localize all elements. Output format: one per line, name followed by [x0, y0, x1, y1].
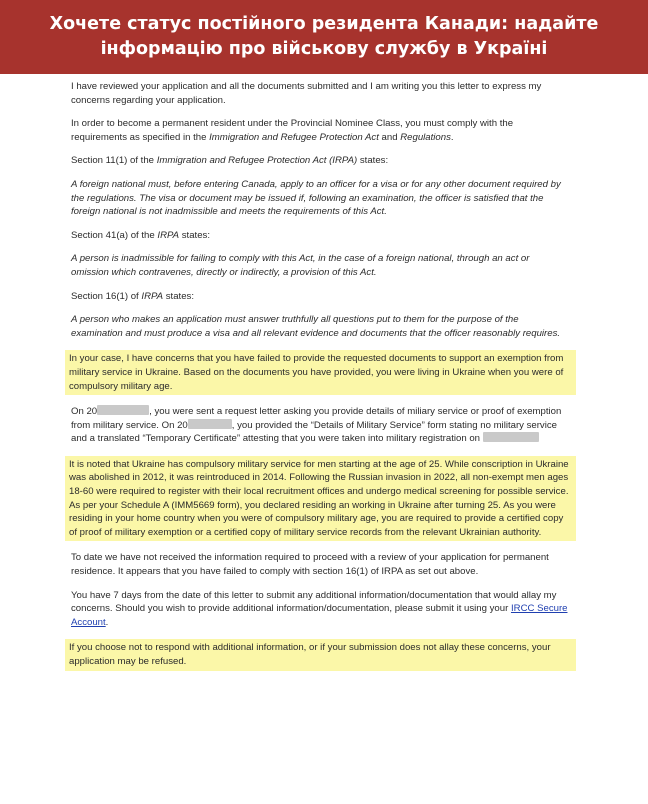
provincial-nominee-paragraph [69, 117, 570, 144]
refusal-warning-highlighted: If you choose not to respond with additional information, or if your submission does not allay these concerns, your application may be refused. [65, 639, 576, 670]
p5-act-abbr: IRPA [157, 229, 180, 241]
compulsory-service-paragraph-highlighted: It is noted that Ukraine has compulsory military service for men starting at the age of 25. While conscription in Ukraine was abolished in 2012, it was reintroduced in 2014. Following the Russian invasion in 2022, all non-exempt men ages 18-60 were required to register with their local recruitment offices and undergo medical screening for possible service. As per your Schedule A (IMM5669 form), you declared residing an working in Ukraine after turning 25. As you were residing in your home country when you were of compulsory military age, you are required to provide a certified copy of proof of military exemption or a certified copy of military service records from the relevant Ukrainian authority. [65, 456, 576, 542]
p2-text-c: . [450, 131, 454, 143]
letter-intro: I have reviewed your application and all the documents submitted and I am writing you this letter to express my concerns regarding your application. [71, 81, 542, 106]
p13-text-b: . [105, 616, 109, 628]
section-16-heading [69, 290, 570, 304]
p2-text-b: and [378, 131, 401, 143]
request-letter-paragraph [69, 405, 570, 446]
p2-regulations: Regulations [400, 131, 451, 143]
p10-text-b: , you were sent a request letter asking you provide details of miliary service or proof of exemption from military service. On 20 [71, 406, 562, 431]
section-11-quote: A foreign national must, before entering Canada, apply to an officer for a visa or for any other document required by the regulations. The visa or document may be issued if, following an examination, the officer is satisfied that the foreign national is not inadmissible and meets the requirements of this Act. [71, 178, 561, 218]
section-16-quote: A person who makes an application must answer truthfully all questions put to them for the purpose of the examination and must produce a visa and all relevant evidence and documents that the officer reasonably requires. [71, 314, 561, 339]
submission-deadline-paragraph [69, 589, 570, 630]
not-received-paragraph: To date we have not received the information required to proceed with a review of your application for permanent residence. It appears that you have failed to comply with section 16(1) of IRPA as set out above. [71, 552, 549, 578]
p3-text-a: Section 11(1) of the [71, 155, 157, 167]
p2-act-name: Immigration and Refugee Protection Act [209, 131, 379, 143]
redacted-date-2 [188, 419, 232, 429]
p2-text-a: In order to become a permanent resident under the Provincial Nominee Class, you must comply with the requirements as specified in the [71, 118, 514, 143]
p13-text-a: You have 7 days from the date of this letter to submit any additional information/documentation that would allay my concerns. Should you wish to provide additional information/documentation, please submit it using your [71, 589, 557, 615]
section-41-quote: A person is inadmissible for failing to comply with this Act, in the case of a foreign national, through an act or omission which contravenes, directly or indirectly, a provision of this Act. [71, 253, 530, 278]
letter-body [69, 80, 570, 681]
ircc-secure-account-link[interactable]: IRCC Secure Account [71, 603, 568, 628]
concern-paragraph-highlighted: In your case, I have concerns that you have failed to provide the requested documents to support an exemption from military service in Ukraine. Based on the documents you have provided, you were living in Ukraine when you were of compulsory military age. [65, 350, 576, 395]
p3-act-name: Immigration and Refugee Protection Act (IRPA) [156, 155, 358, 167]
redacted-date-3 [483, 432, 539, 442]
p7-text-b: states: [163, 290, 195, 302]
redacted-date-1 [97, 405, 149, 415]
p3-text-b: states: [357, 155, 389, 167]
p10-text-c: , you provided the “Details of Military Service” form stating no military service and a translated “Temporary Certificate” attesting that you were taken into military registration on [71, 419, 557, 445]
p7-act-abbr: IRPA [141, 290, 164, 302]
banner-title-line-2: інформацію про військову службу в Україні [100, 39, 548, 59]
p7-text-a: Section 16(1) of [71, 290, 142, 302]
p5-text-a: Section 41(a) of the [71, 229, 158, 241]
title-banner [0, 0, 648, 74]
p10-text-a: On 20 [71, 406, 98, 418]
section-11-heading [69, 154, 570, 168]
section-41-heading [69, 229, 570, 243]
banner-title-line-1: Хочете статус постійного резидента Канади: надайте [49, 14, 599, 34]
p5-text-b: states: [179, 229, 211, 241]
